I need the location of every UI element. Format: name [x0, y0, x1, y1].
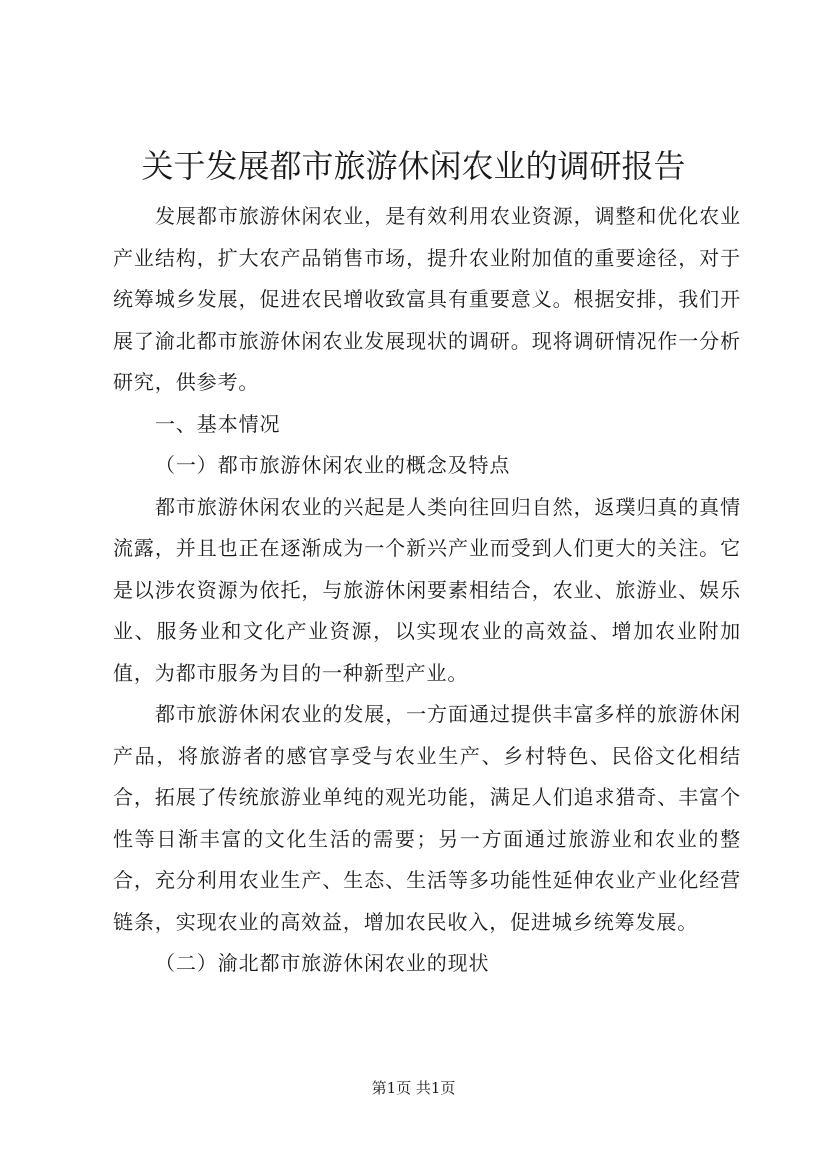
page-footer: 第1页 共1页 [371, 1079, 456, 1097]
document-title: 关于发展都市旅游休闲农业的调研报告 [141, 147, 686, 185]
intro-paragraph: 发展都市旅游休闲农业，是有效利用农业资源，调整和优化农业产业结构，扩大农产品销售市场，提升农业附加值的重要途径，对于统筹城乡发展，促进农民增收致富具有重要意义。根据安排，我们开展了渝北都市旅游休闲农业发展现状的调研。现将调研情况作一分析研究，供参考。 [113, 204, 741, 394]
section-heading-basic-situation: 一、基本情况 [155, 411, 281, 436]
document-body [113, 196, 741, 985]
concept-paragraph-2: 都市旅游休闲农业的发展，一方面通过提供丰富多样的旅游休闲产品，将旅游者的感官享受与农业生产、乡村特色、民俗文化相结合，拓展了传统旅游业单纯的观光功能，满足人们追求猎奇、丰富个性等日渐丰富的文化生活的需要；另一方面通过旅游业和农业的整合，充分利用农业生产、生态、生活等多功能性延伸农业产业化经营链条，实现农业的高效益，增加农民收入，促进城乡统筹发展。 [113, 702, 741, 934]
subsection-heading-current-status: （二）渝北都市旅游休闲农业的现状 [155, 951, 490, 975]
concept-paragraph-1: 都市旅游休闲农业的兴起是人类向往回归自然，返璞归真的真情流露，并且也正在逐渐成为一个新兴产业而受到人们更大的关注。它是以涉农资源为依托，与旅游休闲要素相结合，农业、旅游业、娱乐业、服务业和文化产业资源，以实现农业的高效益、增加农业附加值，为都市服务为目的一种新型产业。 [113, 494, 741, 685]
subsection-heading-concept: （一）都市旅游休闲农业的概念及特点 [155, 453, 511, 477]
